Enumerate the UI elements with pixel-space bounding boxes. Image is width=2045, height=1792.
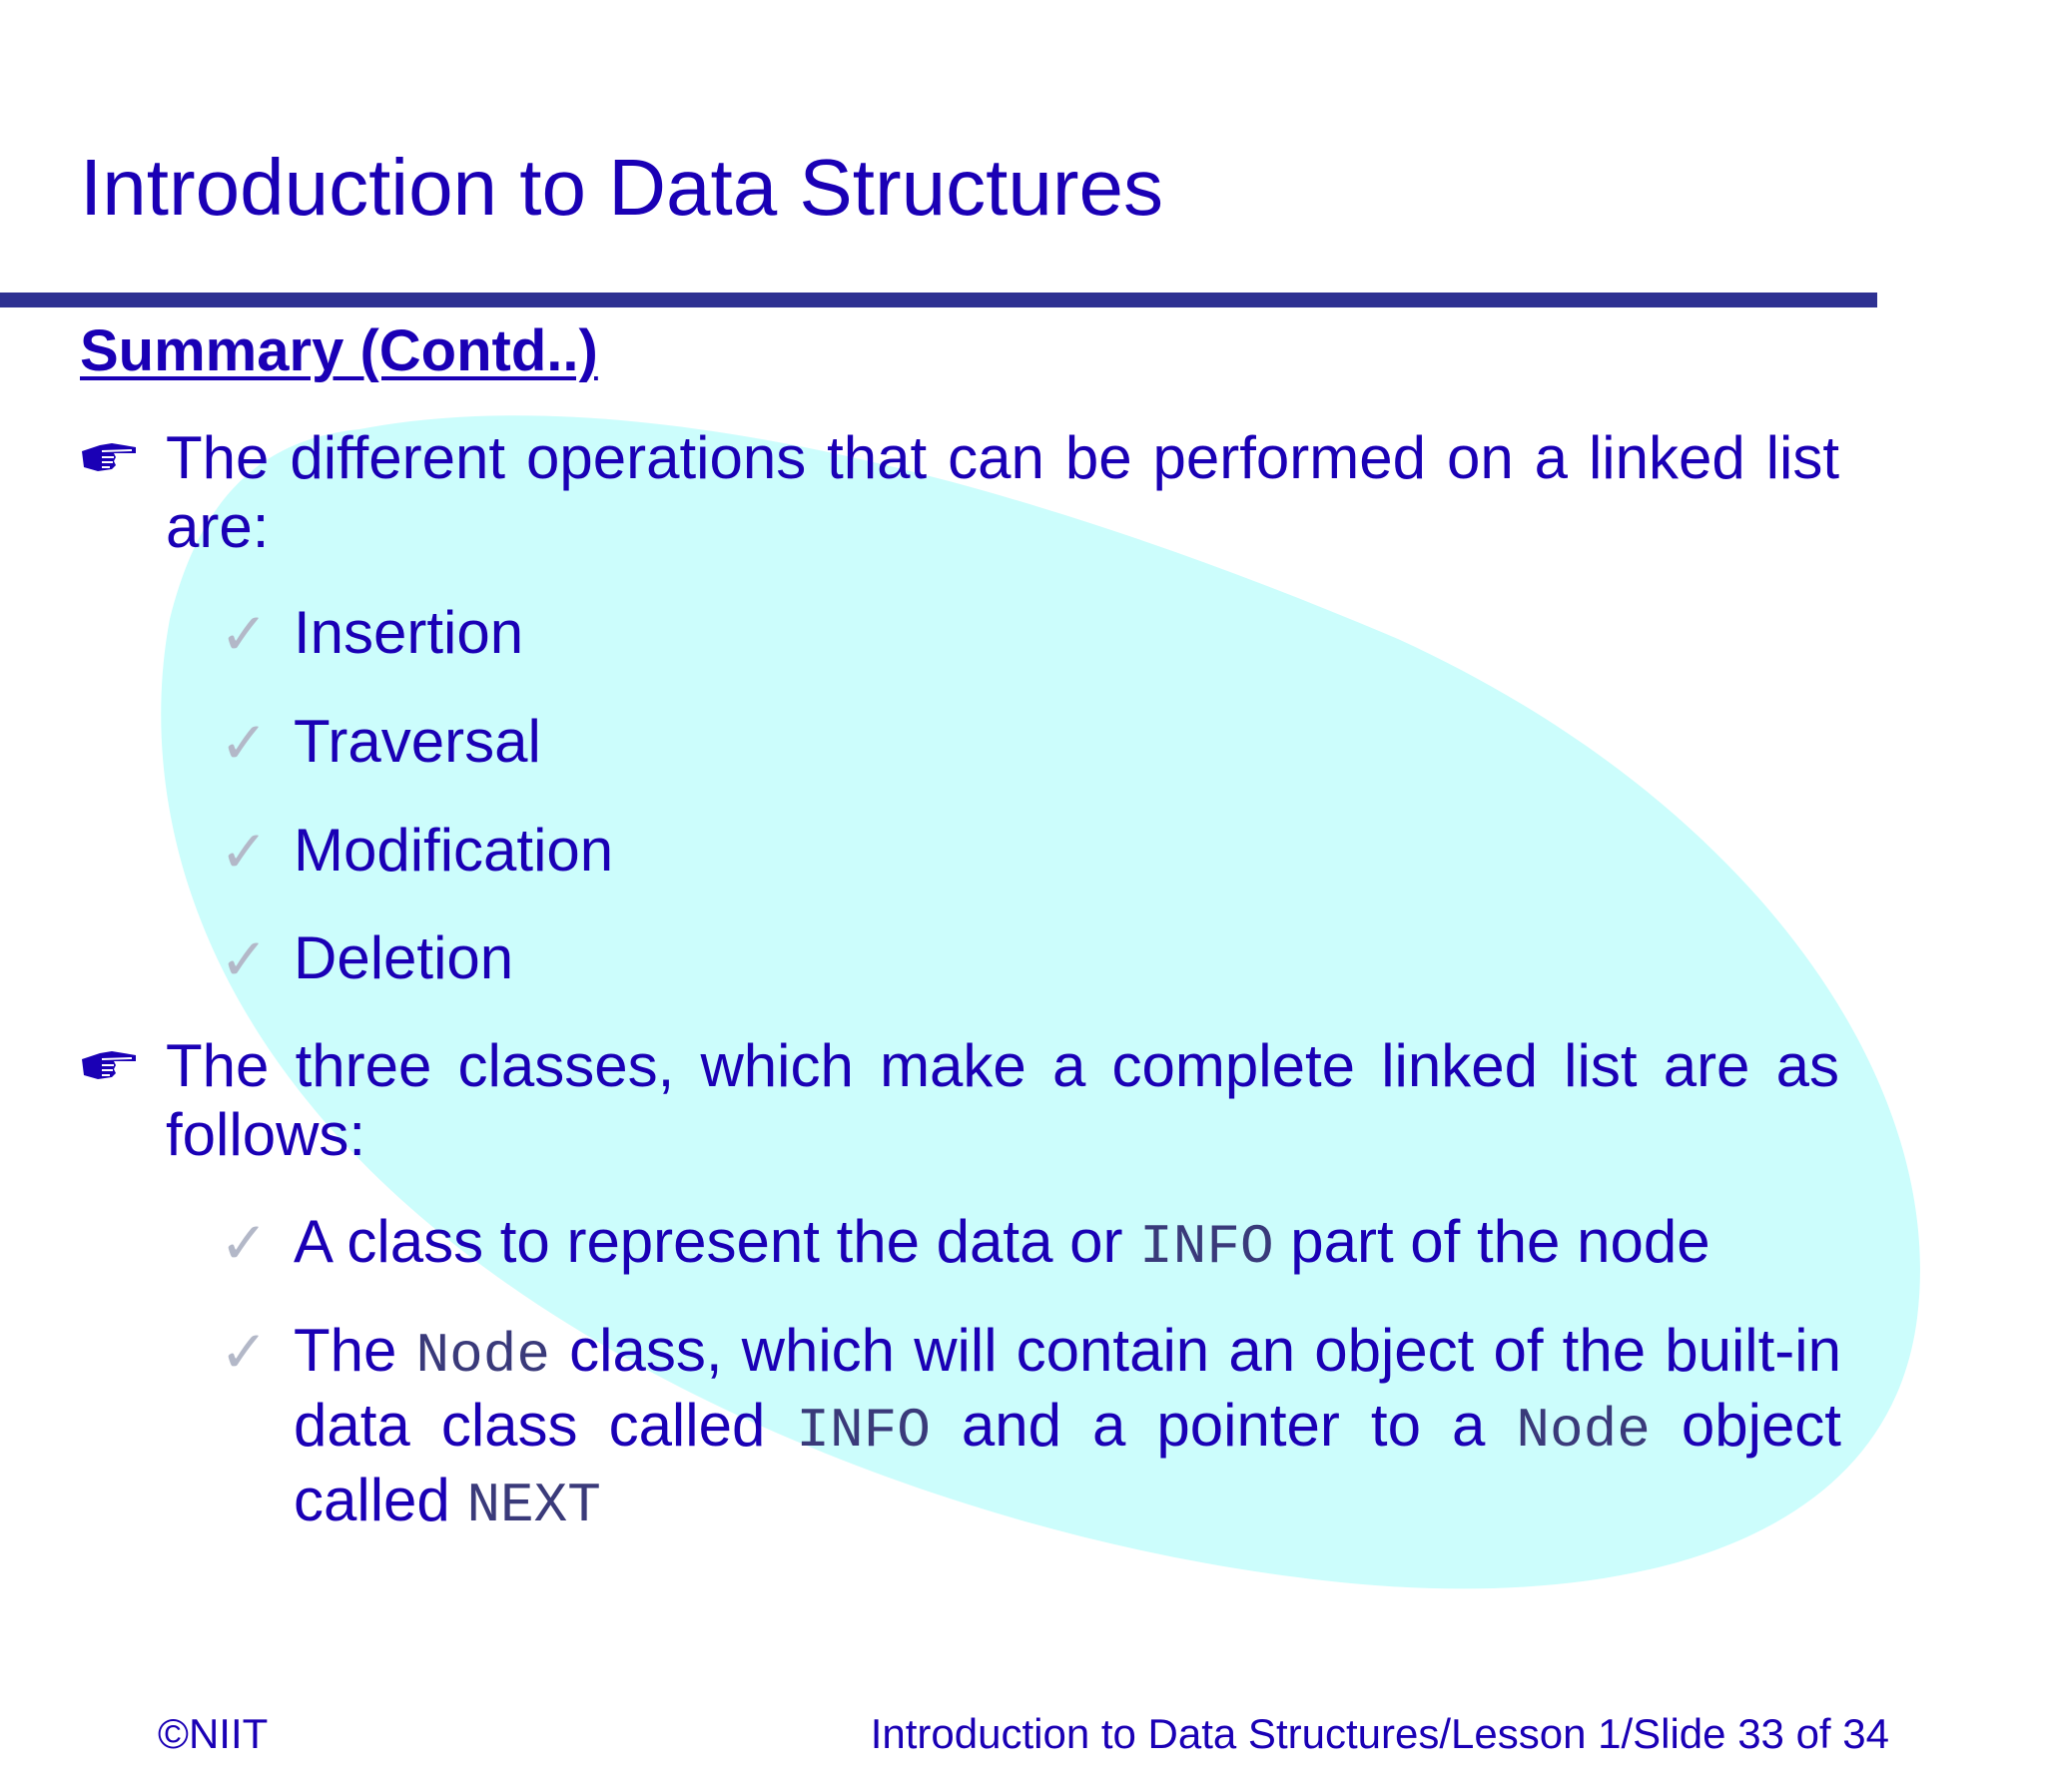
sub-item: Insertion (294, 599, 524, 666)
bullet-item (166, 423, 1839, 561)
check-mark-icon: ✓ (220, 600, 269, 668)
sub-item: Traversal (294, 708, 541, 775)
slide-info-footer: Introduction to Data Structures/Lesson 1/Slide 33 of 34 (870, 1710, 1889, 1757)
sub-item: Modification (294, 817, 614, 884)
sub-item-text: and a pointer to a (930, 1392, 1517, 1459)
pointing-hand-icon (80, 437, 138, 477)
sub-item-text: part of the node (1273, 1208, 1710, 1275)
sub-item-text: class, which will contain an object of the built-in data class called (294, 1317, 1841, 1459)
sub-item: Deletion (294, 924, 514, 991)
check-mark-icon: ✓ (220, 818, 269, 886)
check-mark-icon: ✓ (220, 925, 269, 993)
bullet-text: The three classes, which make a complete linked list are as follows: (166, 1032, 1839, 1168)
sub-item (294, 1207, 1710, 1282)
sub-item-text: The (294, 1317, 416, 1384)
bullet-text: The different operations that can be performed on a linked list are: (166, 424, 1839, 560)
check-mark-icon: ✓ (220, 709, 269, 777)
code-term: INFO (796, 1399, 931, 1463)
code-term: NEXT (466, 1474, 601, 1537)
code-term: INFO (1139, 1215, 1274, 1279)
code-term: Node (1516, 1399, 1651, 1463)
check-mark-icon: ✓ (220, 1209, 269, 1277)
sub-item-text: object called (294, 1392, 1841, 1533)
sub-item-text: A class to represent the data or (294, 1208, 1140, 1275)
sub-item (294, 1316, 1841, 1540)
section-subheading: Summary (Contd..) (80, 318, 598, 383)
pointing-hand-icon (80, 1045, 138, 1085)
slide-title: Introduction to Data Structures (80, 143, 1163, 232)
bullet-item (166, 1031, 1839, 1169)
title-divider (0, 293, 1877, 307)
code-term: Node (415, 1324, 550, 1388)
check-mark-icon: ✓ (220, 1318, 269, 1386)
copyright-footer: ©NIIT (158, 1710, 269, 1757)
